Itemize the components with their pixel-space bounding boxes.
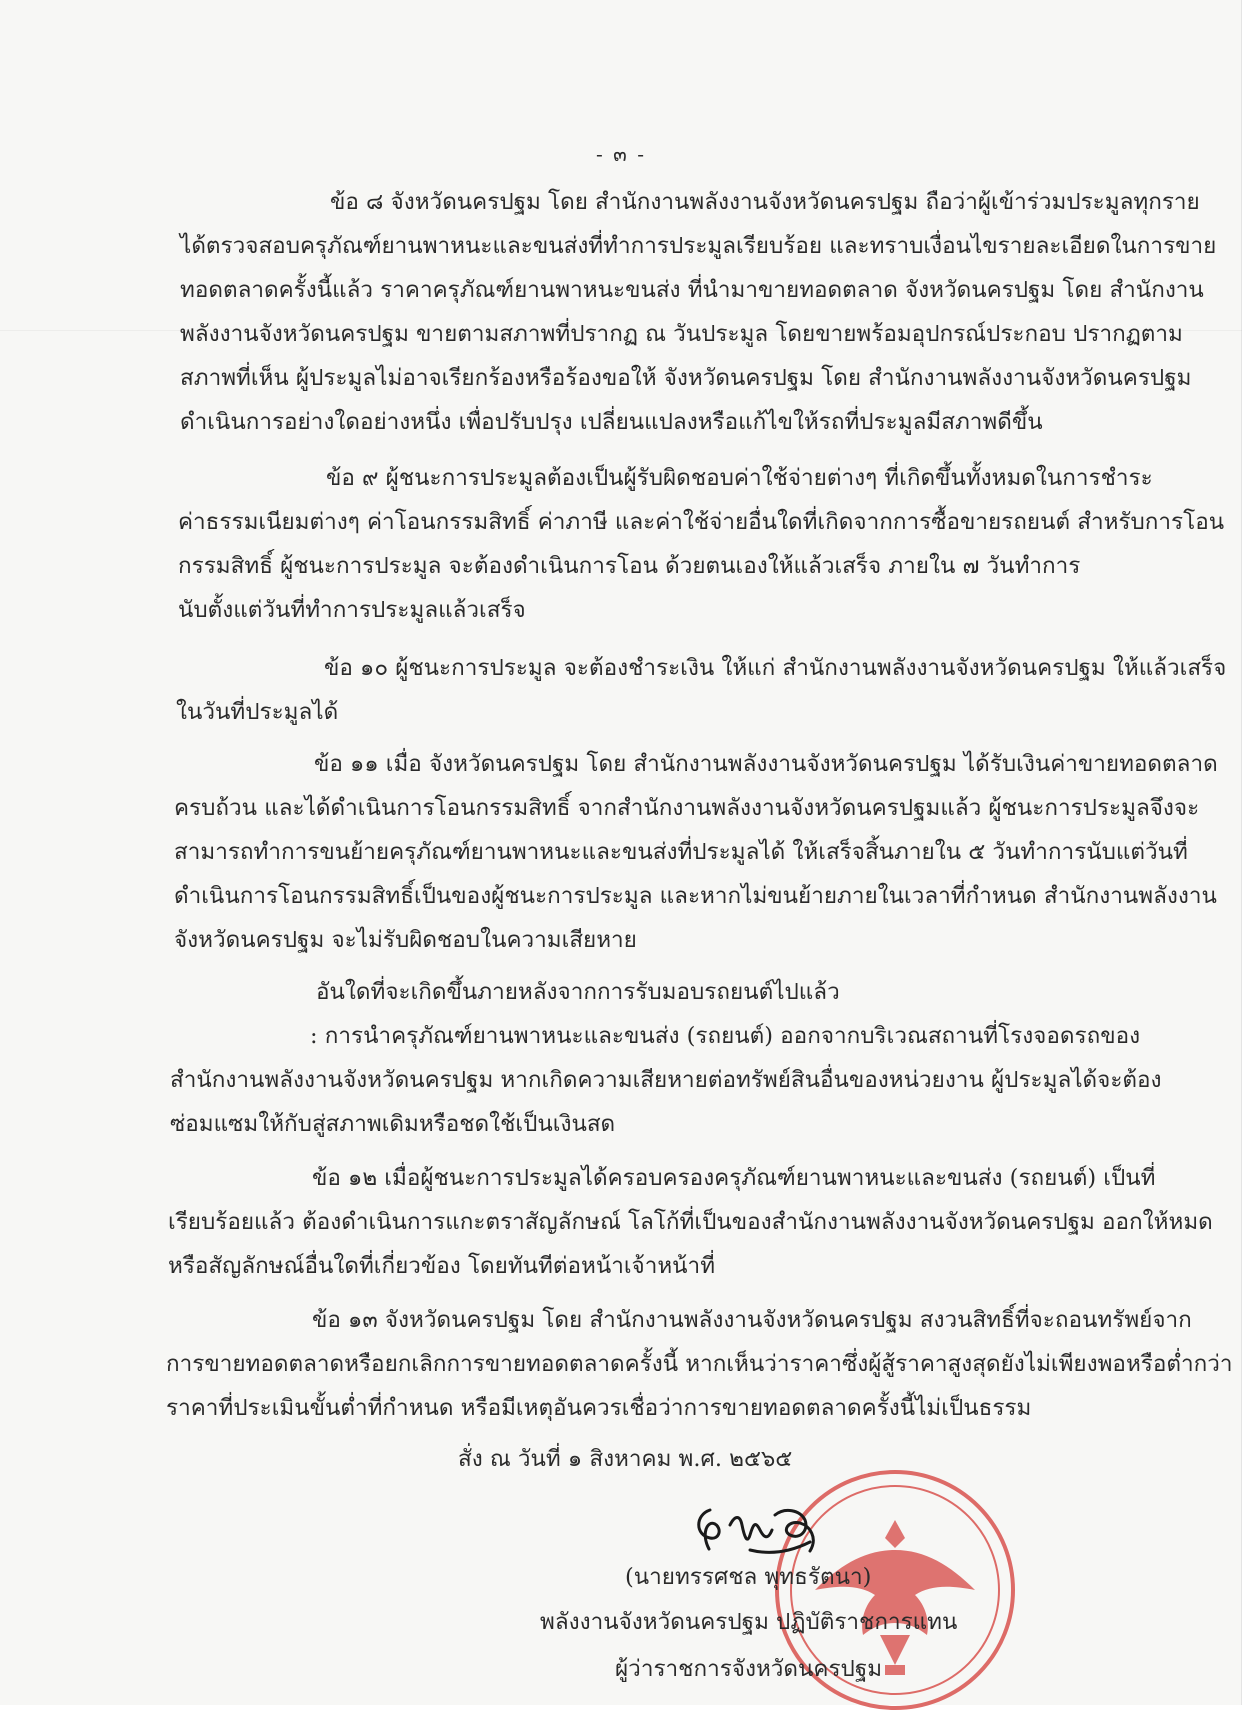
clause-line: ข้อ ๑๓ จังหวัดนครปฐม โดย สำนักงานพลังงานจังหวัดนครปฐม สงวนสิทธิ์ที่จะถอนทรัพย์จาก — [312, 1307, 1192, 1333]
page-number: - ๓ - — [596, 142, 646, 166]
clause-line: ข้อ ๑๒ เมื่อผู้ชนะการประมูลได้ครอบครองครุภัณฑ์ยานพาหนะและขนส่ง (รถยนต์) เป็นที่ — [312, 1165, 1156, 1191]
clause-line: เรียบร้อยแล้ว ต้องดำเนินการแกะตราสัญลักษณ์ โลโก้ที่เป็นของสำนักงานพลังงานจังหวัดนครปฐม ออกให้หมด — [168, 1209, 1213, 1235]
clause-11-continuation — [170, 970, 1162, 1146]
signatory-name: (นายทรรศชล พุทธรัตนา) — [625, 1564, 872, 1590]
signatory-position: พลังงานจังหวัดนครปฐม ปฏิบัติราชการแทน — [540, 1609, 958, 1635]
clause-line: ค่าธรรมเนียมต่างๆ ค่าโอนกรรมสิทธิ์ ค่าภาษี และค่าใช้จ่ายอื่นใดที่เกิดจากการซื้อขายรถยนต์ สำหรับการโอน — [178, 509, 1225, 535]
clause-line: ดำเนินการอย่างใดอย่างหนึ่ง เพื่อปรับปรุง เปลี่ยนแปลงหรือแก้ไขให้รถที่ประมูลมีสภาพดีขึ้น — [180, 409, 1043, 435]
clause-line: จังหวัดนครปฐม จะไม่รับผิดชอบในความเสียหาย — [174, 927, 637, 953]
clause-12 — [168, 1156, 1213, 1288]
clause-line: : การนำครุภัณฑ์ยานพาหนะและขนส่ง (รถยนต์) ออกจากบริเวณสถานที่โรงจอดรถของ — [310, 1023, 1141, 1049]
clause-10 — [176, 646, 1227, 734]
clause-line: การขายทอดตลาดหรือยกเลิกการขายทอดตลาดครั้งนี้ หากเห็นว่าราคาซึ่งผู้สู้ราคาสูงสุดยังไม่เพียงพอหรือต่ำกว่า — [166, 1351, 1233, 1377]
clause-line: ข้อ ๑๐ ผู้ชนะการประมูล จะต้องชำระเงิน ให้แก่ สำนักงานพลังงานจังหวัดนครปฐม ให้แล้วเสร็จ — [324, 655, 1227, 681]
clause-line: สำนักงานพลังงานจังหวัดนครปฐม หากเกิดความเสียหายต่อทรัพย์สินอื่นของหน่วยงาน ผู้ประมูลได้จะต้อง — [170, 1067, 1162, 1093]
clause-line: สภาพที่เห็น ผู้ประมูลไม่อาจเรียกร้องหรือร้องขอให้ จังหวัดนครปฐม โดย สำนักงานพลังงานจังหวัดนครปฐม — [180, 365, 1192, 391]
clause-13 — [166, 1298, 1233, 1430]
signatory-title: ผู้ว่าราชการจังหวัดนครปฐม — [615, 1656, 883, 1682]
clause-line: อันใดที่จะเกิดขึ้นภายหลังจากการรับมอบรถยนต์ไปแล้ว — [316, 979, 840, 1005]
clause-8 — [180, 180, 1217, 444]
clause-line: หรือสัญลักษณ์อื่นใดที่เกี่ยวข้อง โดยทันทีต่อหน้าเจ้าหน้าที่ — [168, 1253, 716, 1279]
clause-line: ราคาที่ประเมินขั้นต่ำที่กำหนด หรือมีเหตุอันควรเชื่อว่าการขายทอดตลาดครั้งนี้ไม่เป็นธรรม — [166, 1395, 1032, 1421]
clause-line: ครบถ้วน และได้ดำเนินการโอนกรรมสิทธิ์ จากสำนักงานพลังงานจังหวัดนครปฐมแล้ว ผู้ชนะการประมูลจึงจะ — [174, 795, 1200, 821]
clause-line: ได้ตรวจสอบครุภัณฑ์ยานพาหนะและขนส่งที่ทำการประมูลเรียบร้อย และทราบเงื่อนไขรายละเอียดในการขาย — [180, 233, 1217, 259]
clause-line: นับตั้งแต่วันที่ทำการประมูลแล้วเสร็จ — [178, 597, 526, 623]
clause-9 — [178, 456, 1225, 632]
clause-11 — [174, 742, 1218, 962]
clause-line: ดำเนินการโอนกรรมสิทธิ์เป็นของผู้ชนะการประมูล และหากไม่ขนย้ายภายในเวลาที่กำหนด สำนักงานพลังงาน — [174, 883, 1217, 909]
order-date: สั่ง ณ วันที่ ๑ สิงหาคม พ.ศ. ๒๕๖๕ — [458, 1446, 793, 1472]
clause-line: ข้อ ๑๑ เมื่อ จังหวัดนครปฐม โดย สำนักงานพลังงานจังหวัดนครปฐม ได้รับเงินค่าขายทอดตลาด — [314, 751, 1218, 777]
clause-line: ซ่อมแซมให้กับสู่สภาพเดิมหรือชดใช้เป็นเงินสด — [170, 1111, 616, 1137]
clause-line: ข้อ ๘ จังหวัดนครปฐม โดย สำนักงานพลังงานจังหวัดนครปฐม ถือว่าผู้เข้าร่วมประมูลทุกราย — [330, 189, 1200, 215]
clause-line: ในวันที่ประมูลได้ — [176, 699, 339, 725]
clause-line: ข้อ ๙ ผู้ชนะการประมูลต้องเป็นผู้รับผิดชอบค่าใช้จ่ายต่างๆ ที่เกิดขึ้นทั้งหมดในการชำระ — [326, 465, 1153, 491]
clause-line: พลังงานจังหวัดนครปฐม ขายตามสภาพที่ปรากฏ ณ วันประมูล โดยขายพร้อมอุปกรณ์ประกอบ ปรากฏตาม — [180, 321, 1183, 347]
clause-line: ทอดตลาดครั้งนี้แล้ว ราคาครุภัณฑ์ยานพาหนะขนส่ง ที่นำมาขายทอดตลาด จังหวัดนครปฐม โดย สำนักงาน — [180, 277, 1204, 303]
clause-line: สามารถทำการขนย้ายครุภัณฑ์ยานพาหนะและขนส่งที่ประมูลได้ ให้เสร็จสิ้นภายใน ๕ วันทำการนับแต่วันที่ — [174, 839, 1188, 865]
clause-line: กรรมสิทธิ์ ผู้ชนะการประมูล จะต้องดำเนินการโอน ด้วยตนเองให้แล้วเสร็จ ภายใน ๗ วันทำการ — [178, 553, 1081, 579]
